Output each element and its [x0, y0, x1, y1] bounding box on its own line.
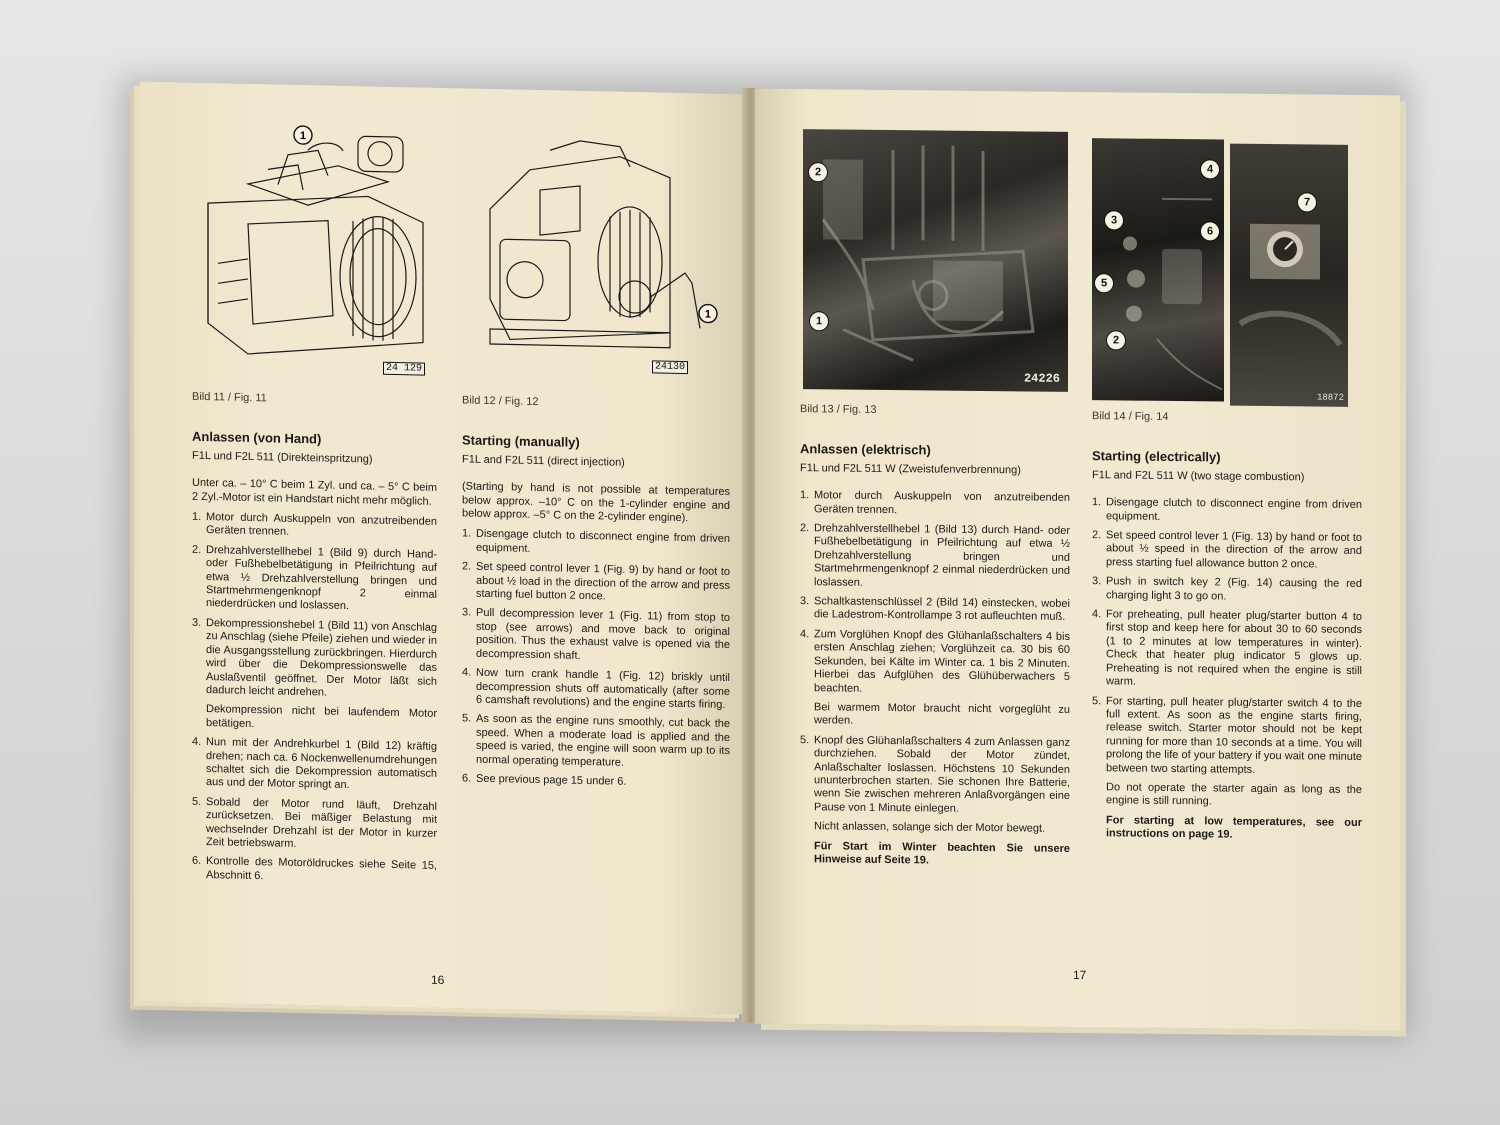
list-item: 4. Nun mit der Andrehkurbel 1 (Bild 12) kräftig drehen; nach ca. 6 Nockenwellenumdrehungen schaltet sich die Dekompression automatisch aus und der Motor springt an. [192, 735, 437, 792]
list-item: 2. Set speed control lever 1 (Fig. 13) by hand or foot to about ½ speed in the direction of the arrow and press starting fuel allowance button 2 once. [1092, 529, 1362, 571]
list-item: 5. For starting, pull heater plug/starter switch 4 to the full extent. As soon as the engine starts firing, release switch. Starter motor should not be kept running for more than 10 seconds at a time. You will prolong the life of your battery if you wait one minute between two starting attempts. [1092, 694, 1362, 776]
engine-drawing-fig11 [188, 123, 438, 378]
engine-photo-fig13 [803, 129, 1068, 392]
fig14-callout: 3 [1104, 210, 1124, 230]
fig14-callout: 5 [1094, 273, 1114, 293]
list-item: 3. Push in switch key 2 (Fig. 14) causing the red charging light 3 to go on. [1092, 575, 1362, 603]
list-item: 4. For preheating, pull heater plug/starter button 4 to first stop and keep here for about 30 to 60 seconds (1 to 2 minutes at low temperatures in winter). Check that heater plug indicator 5 glows up. Preheating is not required when the engine is still warm. [1092, 608, 1362, 688]
english-heading-electric: Starting (electrically) [1092, 448, 1221, 465]
fig12-code: 24130 [652, 360, 688, 374]
list-item: 6. Kontrolle des Motoröldruckes siehe Seite 15, Abschnitt 6. [192, 855, 437, 883]
german-subheading-electric: F1L und F2L 511 W (Zweistufenverbrennung) [800, 461, 1021, 477]
german-note-decompression: Dekompression nicht bei laufendem Motor betätigen. [206, 703, 437, 730]
list-item: 1. Motor durch Auskuppeln von anzutreibenden Geräten trennen. [800, 489, 1070, 516]
english-low-temp-note: For starting at low temperatures, see our instructions on page 19. [1106, 814, 1362, 841]
switch-panel-photo-fig14 [1092, 138, 1224, 401]
english-subheading-electric: F1L and F2L 511 W (two stage combustion) [1092, 468, 1305, 484]
german-note-motor-moving: Nicht anlassen, solange sich der Motor bewegt. [814, 820, 1046, 835]
list-item: 6. See previous page 15 under 6. [462, 772, 627, 788]
list-item: 4. Now turn crank handle 1 (Fig. 12) briskly until decompression shuts off automatically (after some 6 camshaft revolutions) and the engine starts firing. [462, 666, 730, 711]
list-item: 1. Motor durch Auskuppeln von anzutreibenden Geräten trennen. [192, 510, 437, 539]
german-column-left [192, 391, 437, 893]
list-item: 2. Drehzahlverstellhebel 1 (Bild 13) durch Hand- oder Fußhebelbetätigung in Pfeilrichtung auf etwa ½ Drehzahlverstellung bringen und Startmehrmengenknopf 2 einmal niederdrücken und loslassen. [800, 522, 1070, 589]
page-number-left: 16 [431, 972, 445, 988]
list-item: 1. Disengage clutch to disconnect engine from driven equipment. [462, 527, 730, 555]
list-item: 5. Knopf des Glühanlaßschalters 4 zum Anlassen ganz durchziehen. Sobald der Motor zündet, Anlaßschalter loslassen. Höchstens 10 Sekunden ununterbrochen starten. Sie schonen Ihre Batterie, wenn Sie zwischen mehreren Anlaßvorgängen eine Pause von 1 Minute einlegen. [800, 733, 1070, 815]
english-intro: (Starting by hand is not possible at temperatures below approx. –10° C on the 1-cylinder engine and below approx. –5° C on the 2-cylinder engine). [462, 480, 730, 525]
left-page [140, 82, 745, 1015]
fig13-photo-detail [803, 129, 1068, 392]
list-item: 3. Pull decompression lever 1 (Fig. 11) from stop to stop (see arrows) and move back to original position. Thus the exhaust valve is opened via the decompression shaft. [462, 606, 730, 662]
gauge-photo-fig14 [1230, 144, 1348, 407]
german-winter-note: Für Start im Winter beachten Sie unsere Hinweise auf Seite 19. [814, 839, 1070, 867]
german-note-warm-engine: Bei warmem Motor braucht nicht vorgeglüht zu werden. [814, 701, 1070, 727]
fig13-callout: 2 [808, 162, 828, 182]
fig13-code: 24226 [1023, 371, 1060, 386]
fig14-code: 18872 [1316, 392, 1344, 403]
fig12-caption: Bild 12 / Fig. 12 [462, 394, 539, 409]
fig12-callout-1: 1 [704, 308, 712, 321]
german-heading-electric: Anlassen (elektrisch) [800, 441, 931, 458]
list-item: 2. Drehzahlverstellhebel 1 (Bild 9) durch Hand- oder Fußhebelbetätigung in Pfeilrichtung auf etwa ½ Drehzahlverstellung bringen und Startmehrmengenknopf 2 einmal niederdrücken und loslassen. [192, 543, 437, 613]
fig14-callout: 2 [1106, 330, 1126, 350]
english-note-engine-running: Do not operate the starter again as long as the engine is still running. [1106, 781, 1362, 808]
list-item: 4. Zum Vorglühen Knopf des Glühanlaßschalters 4 bis ersten Anschlag ziehen; Vorglühzeit ca. 30 bis 60 Sekunden, bei Kälte im Winter ca. 1 bis 2 Minuten. Hierbei das Aufglühen des Glühüberwachers 5 beachten. [800, 627, 1070, 695]
list-item: 1. Disengage clutch to disconnect engine from driven equipment. [1092, 496, 1362, 523]
fig13-caption: Bild 13 / Fig. 13 [800, 403, 877, 416]
list-item: 5. As soon as the engine runs smoothly, cut back the speed. When a moderate load is applied and the speed is varied, the engine will soon warm up to its normal operating temperature. [462, 712, 730, 769]
german-heading-manual: Anlassen (von Hand) [192, 429, 322, 447]
german-column-right [800, 403, 1070, 875]
english-heading-manual: Starting (manually) [462, 432, 580, 451]
list-item: 3. Dekompressionshebel 1 (Bild 11) von Anschlag zu Anschlag (siehe Pfeile) ziehen und wieder in die Ausgangsstellung zurückbringen. Hierdurch wird über die Dekompressionswelle das Auslaßventil geöffnet. Der Motor läßt sich dadurch leicht andrehen. [192, 616, 437, 699]
english-subheading-manual: F1L and F2L 511 (direct injection) [462, 453, 625, 469]
list-item: 5. Sobald der Motor rund läuft, Drehzahl zurücksetzen. Bei mäßiger Belastung mit wechselnder Drehzahl ist der Motor in kurzer Zeit betriebswarm. [192, 795, 437, 850]
german-subheading-manual: F1L und F2L 511 (Direkteinspritzung) [192, 449, 373, 466]
fig11-callout-1: 1 [299, 130, 307, 143]
fig13-callout: 1 [809, 311, 829, 331]
english-column-right [1092, 410, 1362, 849]
german-intro: Unter ca. – 10° C beim 1 Zyl. und ca. – 5° C beim 2 Zyl.-Motor ist ein Handstart nicht mehr möglich. [192, 476, 437, 508]
fig14-callout: 4 [1200, 159, 1220, 179]
engine-drawing-fig12 [470, 129, 725, 384]
list-item: 2. Set speed control lever 1 (Fig. 9) by hand or foot to about ½ load in the direction of the arrow and press starting fuel button 2 once. [462, 560, 730, 603]
fig14-photo-detail-right [1230, 144, 1348, 407]
right-page [755, 89, 1400, 1031]
fig11-caption: Bild 11 / Fig. 11 [192, 390, 267, 405]
list-item: 3. Schaltkastenschlüssel 2 (Bild 14) einstecken, wobei die Ladestrom-Kontrollampe 3 rot aufleuchten muß. [800, 595, 1070, 624]
page-number-right: 17 [1073, 967, 1087, 983]
fig14-callout: 7 [1297, 192, 1317, 212]
english-column-left [462, 394, 730, 797]
fig14-caption: Bild 14 / Fig. 14 [1092, 410, 1169, 423]
fig14-callout: 6 [1200, 221, 1220, 241]
fig11-code: 24 129 [383, 362, 425, 376]
